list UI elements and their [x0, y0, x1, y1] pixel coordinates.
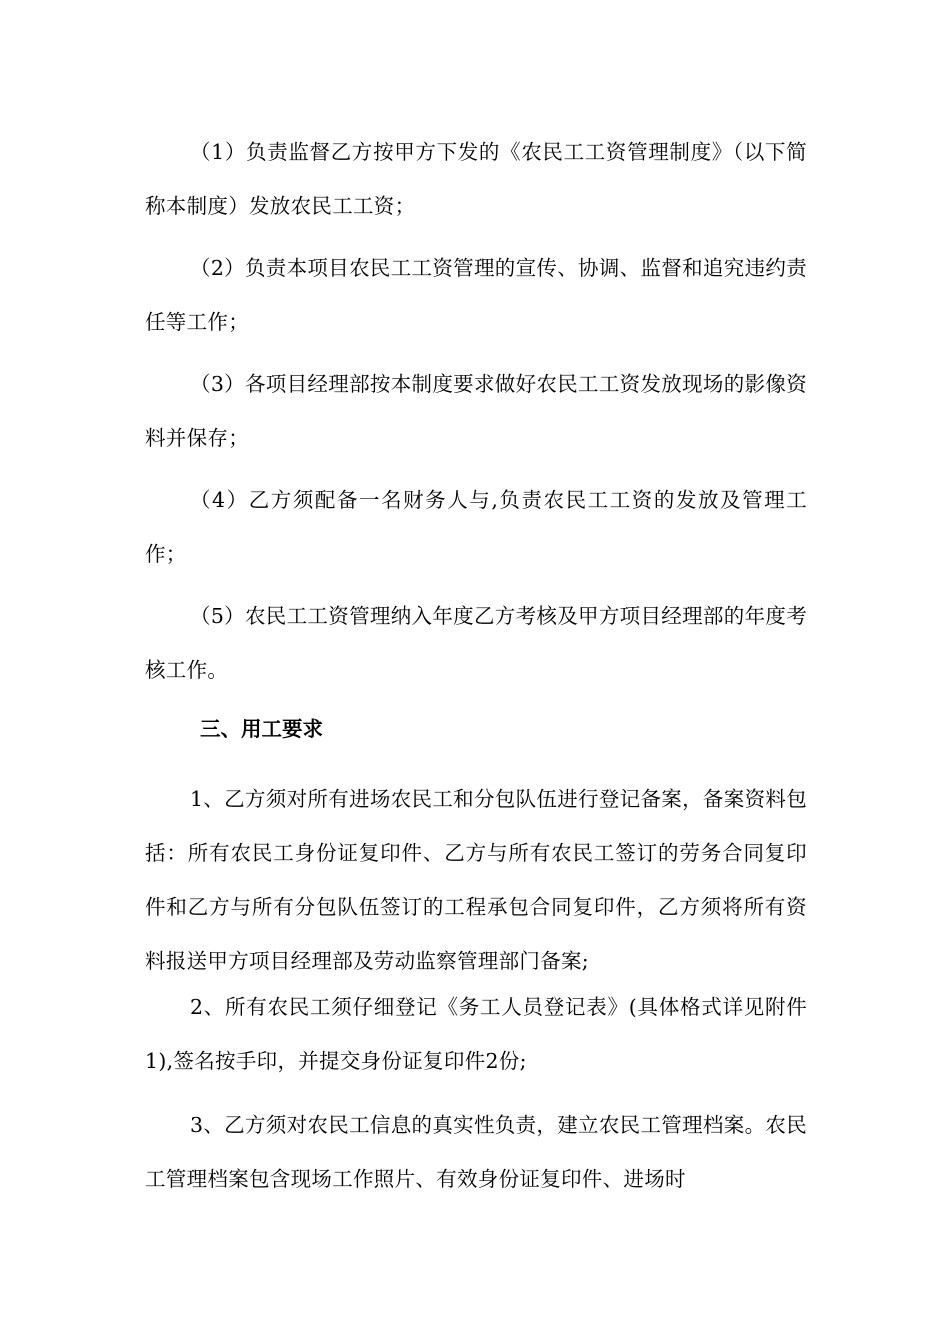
requirement-item-2: 2、所有农民工须仔细登记《务工人员登记表》(具体格式详见附件1),签名按手印，并提交身份证复印件2份;	[145, 995, 807, 1073]
paragraph-duty-2: （2）负责本项目农民工工资管理的宣传、协调、监督和追究违约责任等工作；	[145, 256, 807, 334]
paragraph-duty-5: （5）农民工工资管理纳入年度乙方考核及甲方项目经理部的年度考核工作。	[145, 604, 807, 682]
paragraph-duty-4: （4）乙方须配备一名财务人与,负责农民工工资的发放及管理工作；	[145, 488, 807, 566]
paragraph-duty-1: （1）负责监督乙方按甲方下发的《农民工工资管理制度》（以下简称本制度）发放农民工工资；	[145, 140, 807, 218]
paragraph-duty-3: （3）各项目经理部按本制度要求做好农民工工资发放现场的影像资料并保存；	[145, 372, 807, 450]
requirement-item-3: 3、乙方须对农民工信息的真实性负责，建立农民工管理档案。农民工管理档案包含现场工作照片、有效身份证复印件、进场时	[145, 1113, 807, 1191]
section-heading: 三、用工要求	[200, 717, 323, 741]
requirement-item-1: 1、乙方须对所有进场农民工和分包队伍进行登记备案，备案资料包括：所有农民工身份证复印件、乙方与所有农民工签订的劳务合同复印件和乙方与所有分包队伍签订的工程承包合同复印件，乙方须将所有资料报送甲方项目经理部及劳动监察管理部门备案;	[145, 787, 807, 973]
